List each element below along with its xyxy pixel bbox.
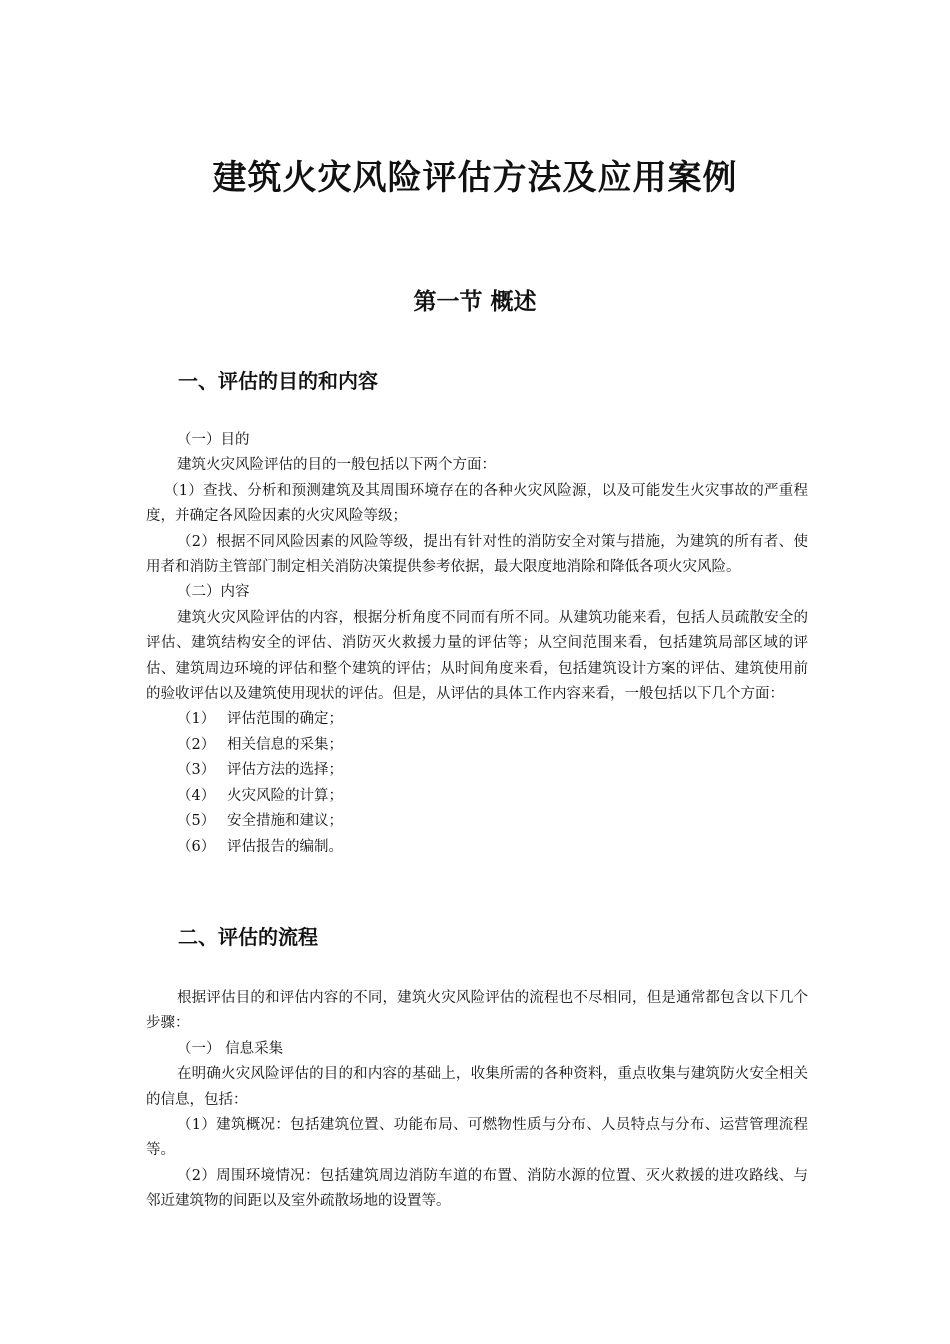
heading-purpose-content: 一、评估的目的和内容 bbox=[178, 369, 378, 393]
subheading-content: （二）内容 bbox=[177, 584, 250, 601]
list-number: （2） bbox=[177, 736, 216, 753]
list-text: 相关信息的采集； bbox=[227, 736, 343, 753]
list-number: （6） bbox=[177, 838, 216, 855]
document-title: 建筑火灾风险评估方法及应用案例 bbox=[212, 158, 738, 198]
subheading-info-collection: （一） 信息采集 bbox=[177, 1040, 284, 1057]
paragraph: 建筑火灾风险评估的目的一般包括以下两个方面： bbox=[177, 457, 496, 474]
paragraph: 根据评估目的和评估内容的不同，建筑火灾风险评估的流程也不尽相同，但是通常都包含以下几个步骤： bbox=[146, 990, 808, 1032]
list-number: （4） bbox=[177, 787, 216, 804]
section-title: 第一节 概述 bbox=[413, 288, 537, 315]
list-text: 评估范围的确定； bbox=[227, 711, 343, 728]
list-text: 评估报告的编制。 bbox=[227, 838, 343, 855]
paragraph: 建筑火灾风险评估的内容，根据分析角度不同而有所不同。从建筑功能来看，包括人员疏散安全的评估、建筑结构安全的评估、消防灭火救援力量的评估等；从空间范围来看，包括建筑局部区域的评估、建筑周边环境的评估和整个建筑的评估；从时间角度来看，包括建筑设计方案的评估、建筑使用前的验收评估以及建筑使用现状的评估。但是，从评估的具体工作内容来看，一般包括以下几个方面： bbox=[146, 609, 808, 703]
list-text: 评估方法的选择； bbox=[227, 762, 343, 779]
paragraph: （1）建筑概况：包括建筑位置、功能布局、可燃物性质与分布、人员特点与分布、运营管理流程等。 bbox=[146, 1117, 808, 1159]
list-number: （5） bbox=[177, 813, 216, 830]
body-block-purpose bbox=[146, 428, 808, 860]
list-item bbox=[146, 758, 808, 783]
subheading-purpose: （一）目的 bbox=[177, 432, 250, 448]
body-block-process bbox=[146, 986, 808, 1215]
list-item bbox=[146, 707, 808, 732]
paragraph: （2）根据不同风险因素的风险等级，提出有针对性的消防安全对策与措施，为建筑的所有者、使用者和消防主管部门制定相关消防决策提供参考依据，最大限度地消除和降低各项火灾风险。 bbox=[146, 533, 808, 576]
list-number: （3） bbox=[177, 762, 216, 779]
list-text: 火灾风险的计算； bbox=[227, 787, 343, 804]
paragraph: （1）查找、分析和预测建筑及其周围环境存在的各种火灾风险源，以及可能发生火灾事故的严重程度，并确定各风险因素的火灾风险等级； bbox=[146, 482, 808, 525]
paragraph: 在明确火灾风险评估的目的和内容的基础上，收集所需的各种资料，重点收集与建筑防火安全相关的信息，包括： bbox=[146, 1066, 808, 1108]
list-item bbox=[146, 784, 808, 809]
list-item bbox=[146, 835, 808, 860]
list-item bbox=[146, 809, 808, 834]
heading-process: 二、评估的流程 bbox=[178, 925, 318, 949]
list-text: 安全措施和建议； bbox=[227, 813, 343, 830]
paragraph: （2）周围环境情况：包括建筑周边消防车道的布置、消防水源的位置、灭火救援的进攻路线、与邻近建筑物的间距以及室外疏散场地的设置等。 bbox=[146, 1167, 808, 1210]
list-item bbox=[146, 733, 808, 758]
list-number: （1） bbox=[177, 711, 216, 728]
